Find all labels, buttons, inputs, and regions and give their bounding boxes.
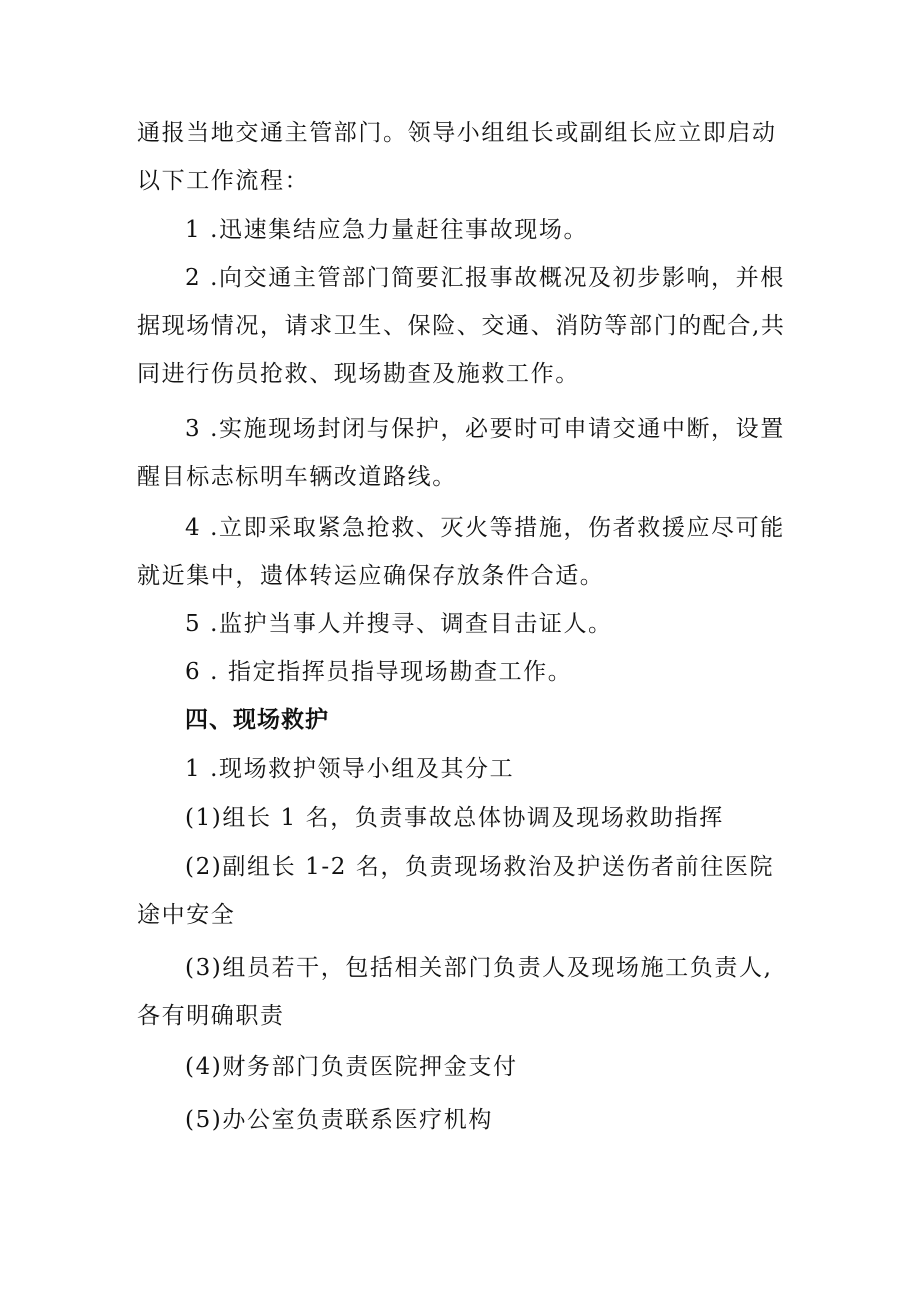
role-3-paragraph: (3)组员若干，包括相关部门负责人及现场施工负责人,各有明确职责 [137,955,773,1029]
role-5-paragraph: (5)办公室负责联系医疗机构 [185,1107,493,1133]
section-heading: 四、现场救护 [185,707,329,733]
role-1-paragraph: (1)组长 1 名，负责事故总体协调及现场救助指挥 [185,805,724,831]
step-1-paragraph: 1 .迅速集结应急力量赶往事故现场。 [185,217,589,243]
step-6-paragraph: 6 . 指定指挥员指导现场勘查工作。 [185,659,573,685]
subsection-title: 1 .现场救护领导小组及其分工 [185,756,515,782]
step-3-paragraph: 3 .实施现场封闭与保护，必要时可申请交通中断，设置醒目标志标明车辆改道路线。 [137,416,785,490]
step-4-paragraph: 4 .立即采取紧急抢救、灭火等措施，伤者救援应尽可能就近集中，遗体转运应确保存放条件合适。 [137,515,785,589]
step-5-paragraph: 5 .监护当事人并搜寻、调查目击证人。 [185,611,613,637]
intro-paragraph: 通报当地交通主管部门。领导小组组长或副组长应立即启动以下工作流程： [137,120,777,194]
role-2-paragraph: (2)副组长 1-2 名，负责现场救治及护送伤者前往医院途中安全 [137,854,775,928]
role-4-paragraph: (4)财务部门负责医院押金支付 [185,1054,518,1080]
step-2-paragraph: 2 .向交通主管部门简要汇报事故概况及初步影响，并根据现场情况，请求卫生、保险、交通、消防等部门的配合,共同进行伤员抢救、现场勘查及施救工作。 [137,265,786,387]
